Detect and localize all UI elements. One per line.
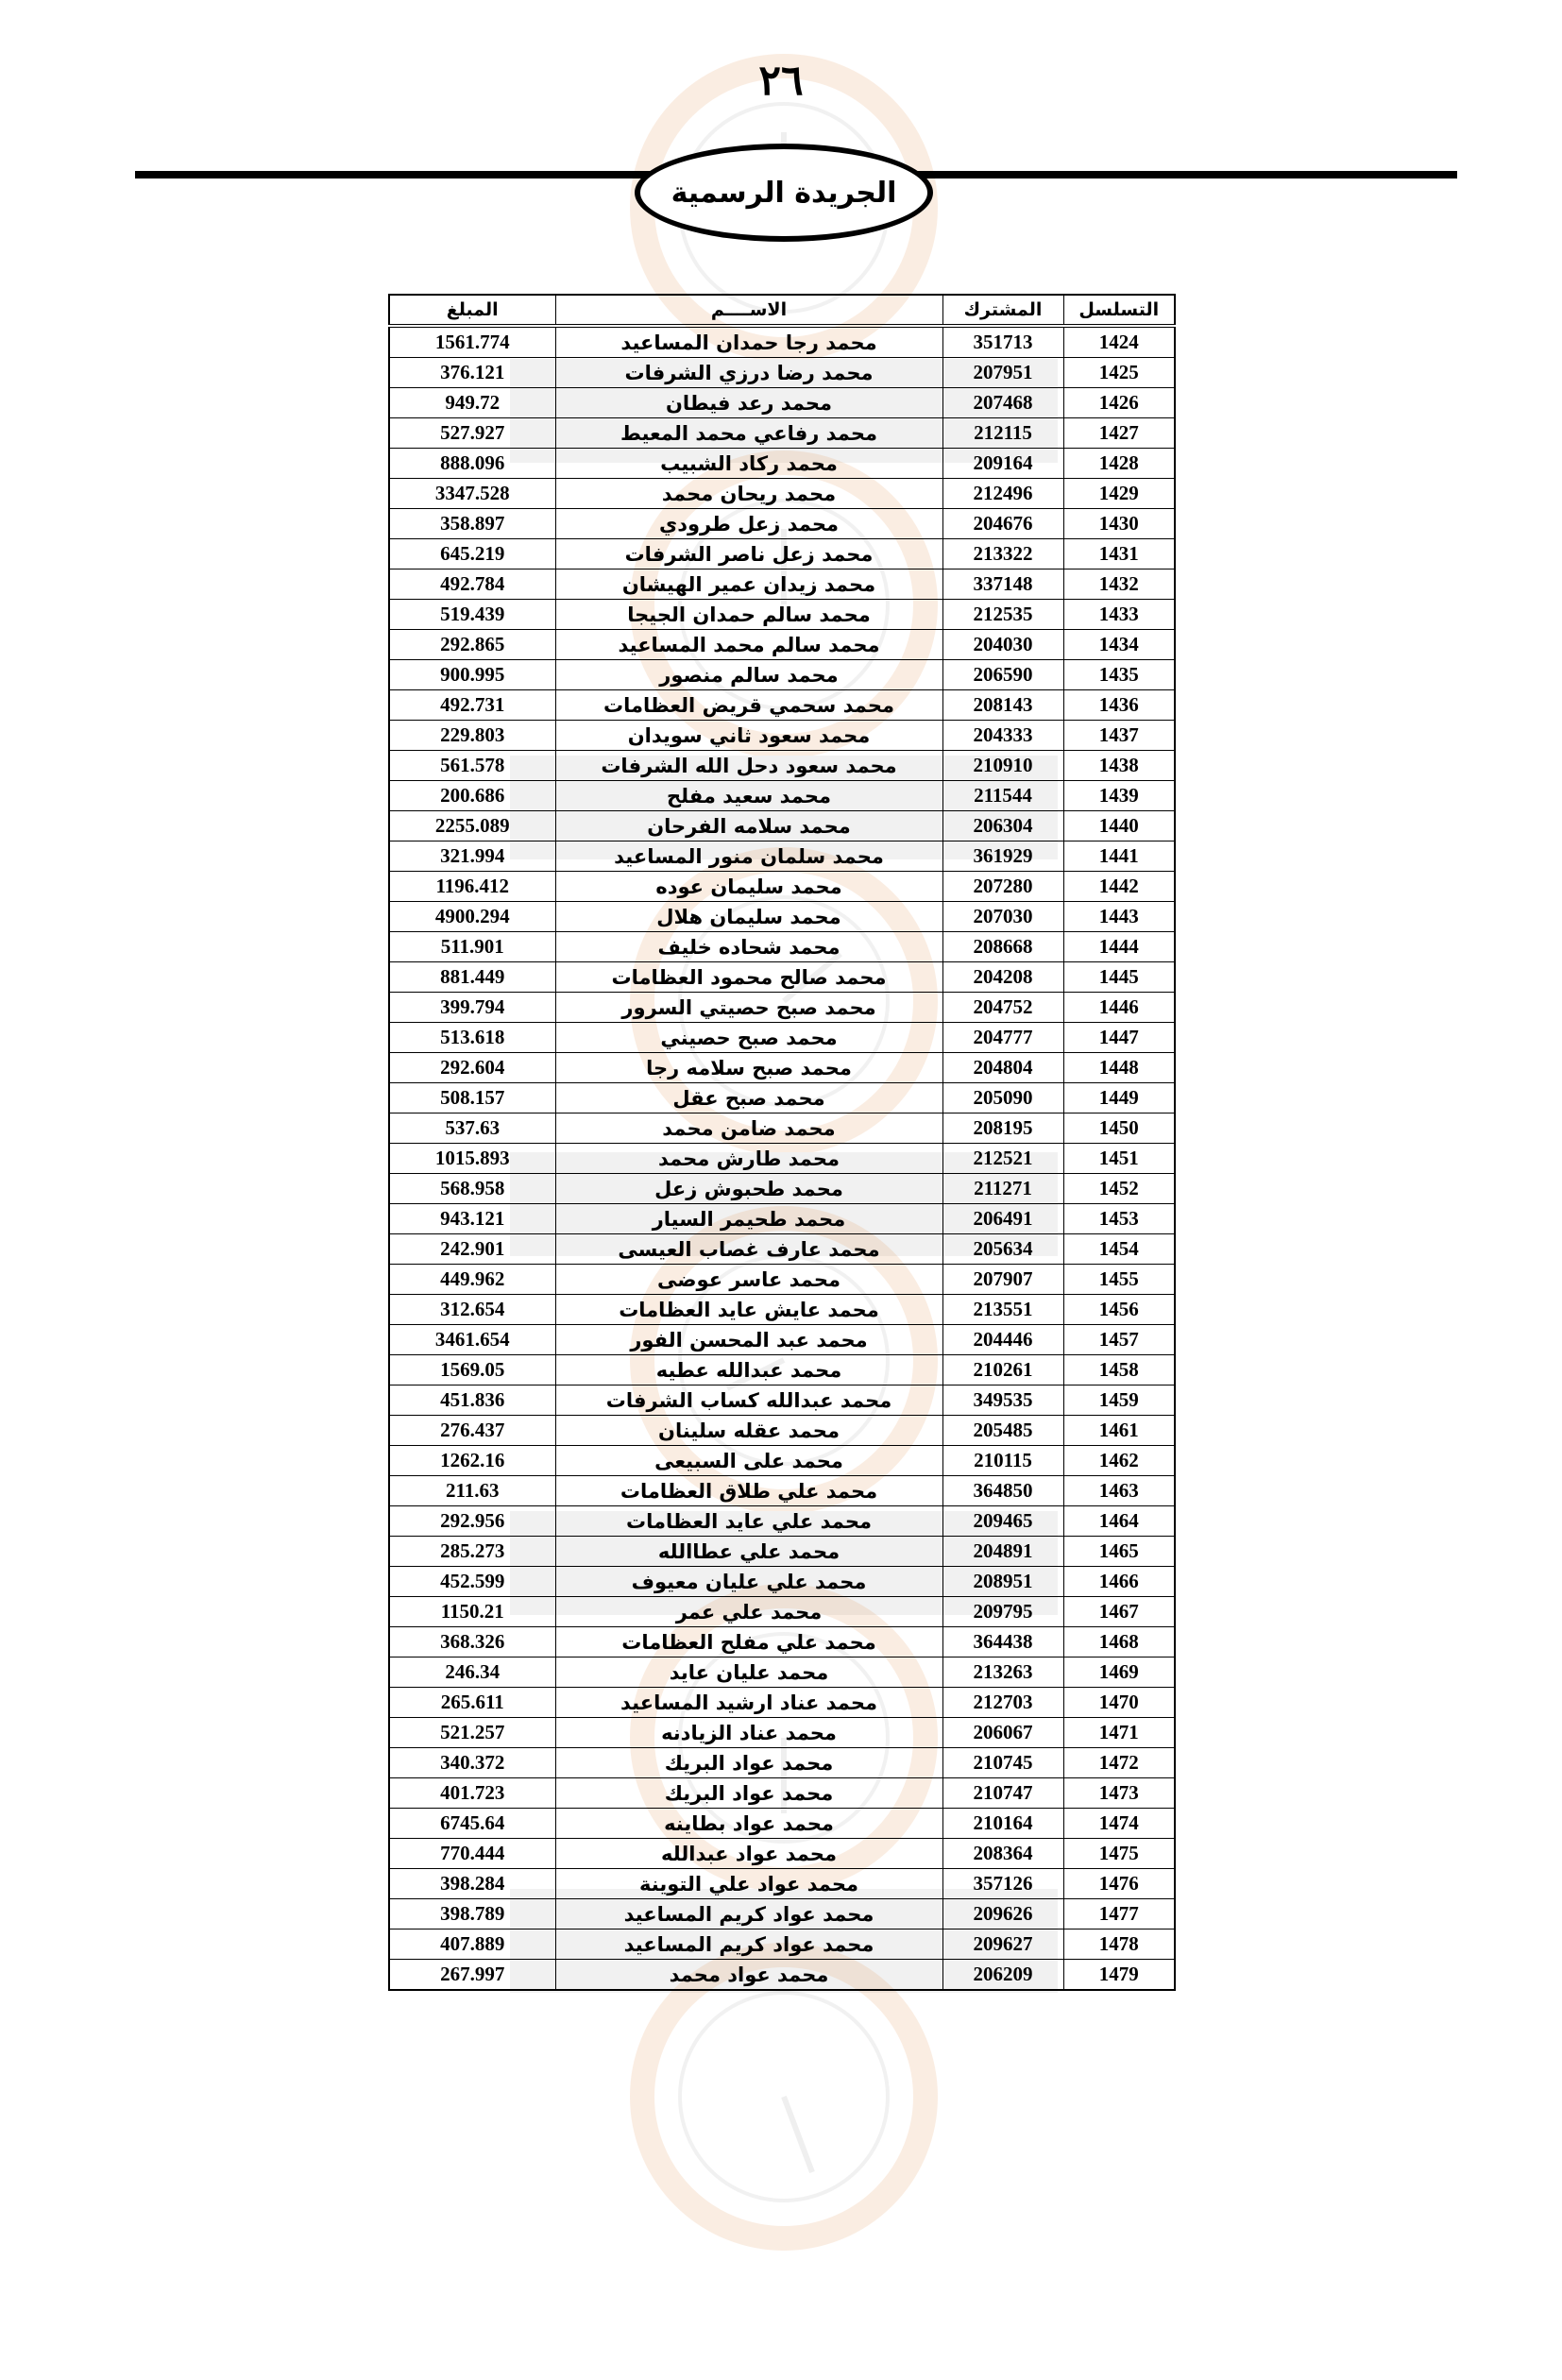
table-row (389, 358, 1175, 388)
amount-cell: 1262.16 (389, 1446, 555, 1476)
name-cell: محمد علي عطاالله (555, 1537, 942, 1567)
table-row (389, 630, 1175, 660)
amount-cell: 211.63 (389, 1476, 555, 1506)
amount-cell: 242.901 (389, 1234, 555, 1265)
table-row (389, 1053, 1175, 1083)
table-row (389, 1114, 1175, 1144)
amount-cell: 401.723 (389, 1778, 555, 1809)
table-row (389, 1627, 1175, 1658)
amount-cell: 4900.294 (389, 902, 555, 932)
serial-cell: 1472 (1063, 1748, 1175, 1778)
subscriber-cell: 205634 (942, 1234, 1063, 1265)
column-header-name: الاســــم (555, 295, 942, 326)
amount-cell: 229.803 (389, 721, 555, 751)
subscriber-cell: 210910 (942, 751, 1063, 781)
subscriber-cell: 207951 (942, 358, 1063, 388)
column-header-amount: المبلغ (389, 295, 555, 326)
serial-cell: 1439 (1063, 781, 1175, 811)
subscriber-cell: 364438 (942, 1627, 1063, 1658)
subscriber-cell: 212535 (942, 600, 1063, 630)
subscriber-cell: 213322 (942, 539, 1063, 570)
amount-cell: 1015.893 (389, 1144, 555, 1174)
serial-cell: 1448 (1063, 1053, 1175, 1083)
subscriber-cell: 349535 (942, 1386, 1063, 1416)
name-cell: محمد رعد فيطان (555, 388, 942, 418)
table-row (389, 1809, 1175, 1839)
masthead-title: الجريدة الرسمية (671, 176, 897, 210)
subscriber-cell: 209626 (942, 1899, 1063, 1930)
table-row (389, 1204, 1175, 1234)
table-row (389, 1748, 1175, 1778)
serial-cell: 1431 (1063, 539, 1175, 570)
amount-cell: 881.449 (389, 962, 555, 993)
serial-cell: 1432 (1063, 570, 1175, 600)
subscriber-cell: 210747 (942, 1778, 1063, 1809)
serial-cell: 1475 (1063, 1839, 1175, 1869)
amount-cell: 943.121 (389, 1204, 555, 1234)
amount-cell: 770.444 (389, 1839, 555, 1869)
amount-cell: 398.284 (389, 1869, 555, 1899)
serial-cell: 1434 (1063, 630, 1175, 660)
column-header-serial: التسلسل (1063, 295, 1175, 326)
subscriber-cell: 204446 (942, 1325, 1063, 1355)
table-row (389, 326, 1175, 358)
subscriber-cell: 212521 (942, 1144, 1063, 1174)
table-row (389, 1537, 1175, 1567)
subscriber-cell: 207280 (942, 872, 1063, 902)
serial-cell: 1429 (1063, 479, 1175, 509)
name-cell: محمد عبدالله عطيه (555, 1355, 942, 1386)
subscriber-cell: 211544 (942, 781, 1063, 811)
name-cell: محمد علي طلاق العظامات (555, 1476, 942, 1506)
amount-cell: 1561.774 (389, 326, 555, 358)
serial-cell: 1425 (1063, 358, 1175, 388)
table-row (389, 1355, 1175, 1386)
name-cell: محمد على السبيعى (555, 1446, 942, 1476)
subscriber-cell: 206491 (942, 1204, 1063, 1234)
table-row (389, 449, 1175, 479)
serial-cell: 1454 (1063, 1234, 1175, 1265)
amount-cell: 949.72 (389, 388, 555, 418)
table-row (389, 962, 1175, 993)
name-cell: محمد عناد الزيادنه (555, 1718, 942, 1748)
subscriber-cell: 212703 (942, 1688, 1063, 1718)
table-row (389, 751, 1175, 781)
serial-cell: 1437 (1063, 721, 1175, 751)
table-row (389, 660, 1175, 690)
name-cell: محمد ركاد الشبيب (555, 449, 942, 479)
subscriber-cell: 204752 (942, 993, 1063, 1023)
table-row (389, 1597, 1175, 1627)
serial-cell: 1469 (1063, 1658, 1175, 1688)
serial-cell: 1442 (1063, 872, 1175, 902)
table-row (389, 842, 1175, 872)
table-row (389, 781, 1175, 811)
table-row (389, 1023, 1175, 1053)
subscriber-cell: 207030 (942, 902, 1063, 932)
amount-cell: 285.273 (389, 1537, 555, 1567)
name-cell: محمد سلامه الفرحان (555, 811, 942, 842)
subscriber-cell: 213263 (942, 1658, 1063, 1688)
name-cell: محمد رجا حمدان المساعيد (555, 326, 942, 358)
amount-cell: 292.604 (389, 1053, 555, 1083)
serial-cell: 1435 (1063, 660, 1175, 690)
subscriber-cell: 212115 (942, 418, 1063, 449)
amount-cell: 246.34 (389, 1658, 555, 1688)
serial-cell: 1453 (1063, 1204, 1175, 1234)
amount-cell: 368.326 (389, 1627, 555, 1658)
name-cell: محمد صبح عقل (555, 1083, 942, 1114)
serial-cell: 1440 (1063, 811, 1175, 842)
amount-cell: 398.789 (389, 1899, 555, 1930)
subscriber-cell: 210115 (942, 1446, 1063, 1476)
amount-cell: 511.901 (389, 932, 555, 962)
amount-cell: 358.897 (389, 509, 555, 539)
amount-cell: 3347.528 (389, 479, 555, 509)
table-row (389, 1718, 1175, 1748)
table-row (389, 1839, 1175, 1869)
serial-cell: 1436 (1063, 690, 1175, 721)
table-row (389, 811, 1175, 842)
subscriber-cell: 204891 (942, 1537, 1063, 1567)
serial-cell: 1450 (1063, 1114, 1175, 1144)
name-cell: محمد عواد بطاينه (555, 1809, 942, 1839)
amount-cell: 888.096 (389, 449, 555, 479)
serial-cell: 1427 (1063, 418, 1175, 449)
serial-cell: 1464 (1063, 1506, 1175, 1537)
subscriber-cell: 212496 (942, 479, 1063, 509)
table-row (389, 872, 1175, 902)
serial-cell: 1426 (1063, 388, 1175, 418)
subscriber-cell: 204676 (942, 509, 1063, 539)
table-row (389, 388, 1175, 418)
serial-cell: 1456 (1063, 1295, 1175, 1325)
subscriber-cell: 206590 (942, 660, 1063, 690)
name-cell: محمد علي عايد العظامات (555, 1506, 942, 1537)
amount-cell: 452.599 (389, 1567, 555, 1597)
name-cell: محمد عواد علي التوينة (555, 1869, 942, 1899)
name-cell: محمد عايش عايد العظامات (555, 1295, 942, 1325)
subscriber-cell: 205485 (942, 1416, 1063, 1446)
subscriber-cell: 204333 (942, 721, 1063, 751)
name-cell: محمد صبح حصيني (555, 1023, 942, 1053)
name-cell: محمد ريحان محمد (555, 479, 942, 509)
serial-cell: 1438 (1063, 751, 1175, 781)
table-row (389, 1083, 1175, 1114)
table-body (389, 326, 1175, 1990)
column-header-subscriber: المشترك (942, 295, 1063, 326)
subscriber-cell: 209164 (942, 449, 1063, 479)
table-row (389, 690, 1175, 721)
name-cell: محمد زعل ناصر الشرفات (555, 539, 942, 570)
serial-cell: 1443 (1063, 902, 1175, 932)
serial-cell: 1465 (1063, 1537, 1175, 1567)
serial-cell: 1477 (1063, 1899, 1175, 1930)
subscriber-cell: 208668 (942, 932, 1063, 962)
serial-cell: 1444 (1063, 932, 1175, 962)
amount-cell: 376.121 (389, 358, 555, 388)
serial-cell: 1467 (1063, 1597, 1175, 1627)
subscriber-cell: 210261 (942, 1355, 1063, 1386)
name-cell: محمد سالم حمدان الجيجا (555, 600, 942, 630)
subscriber-cell: 207907 (942, 1265, 1063, 1295)
page-number: ٢٦ (758, 57, 804, 105)
amount-cell: 537.63 (389, 1114, 555, 1144)
serial-cell: 1468 (1063, 1627, 1175, 1658)
serial-cell: 1446 (1063, 993, 1175, 1023)
serial-cell: 1451 (1063, 1144, 1175, 1174)
serial-cell: 1462 (1063, 1446, 1175, 1476)
amount-cell: 267.997 (389, 1960, 555, 1991)
name-cell: محمد عليان عايد (555, 1658, 942, 1688)
name-cell: محمد شحاده خليف (555, 932, 942, 962)
name-cell: محمد عواد كريم المساعيد (555, 1930, 942, 1960)
subscriber-cell: 209627 (942, 1930, 1063, 1960)
table-header-row (389, 295, 1175, 326)
serial-cell: 1470 (1063, 1688, 1175, 1718)
name-cell: محمد سليمان عوده (555, 872, 942, 902)
name-cell: محمد عواد كريم المساعيد (555, 1899, 942, 1930)
serial-cell: 1428 (1063, 449, 1175, 479)
table-row (389, 902, 1175, 932)
amount-cell: 340.372 (389, 1748, 555, 1778)
subscriber-cell: 209465 (942, 1506, 1063, 1537)
amount-cell: 3461.654 (389, 1325, 555, 1355)
subscriber-cell: 206209 (942, 1960, 1063, 1991)
subscriber-cell: 205090 (942, 1083, 1063, 1114)
subscriber-cell: 208195 (942, 1114, 1063, 1144)
subscriber-cell: 208143 (942, 690, 1063, 721)
table-row (389, 1869, 1175, 1899)
name-cell: محمد رضا درزي الشرفات (555, 358, 942, 388)
serial-cell: 1474 (1063, 1809, 1175, 1839)
subscriber-cell: 204030 (942, 630, 1063, 660)
name-cell: محمد زيدان عمير الهيشان (555, 570, 942, 600)
serial-cell: 1457 (1063, 1325, 1175, 1355)
serial-cell: 1463 (1063, 1476, 1175, 1506)
amount-cell: 6745.64 (389, 1809, 555, 1839)
subscriber-cell: 213551 (942, 1295, 1063, 1325)
serial-cell: 1449 (1063, 1083, 1175, 1114)
amount-cell: 900.995 (389, 660, 555, 690)
table-row (389, 1506, 1175, 1537)
serial-cell: 1445 (1063, 962, 1175, 993)
amount-cell: 292.956 (389, 1506, 555, 1537)
name-cell: محمد سلمان منور المساعيد (555, 842, 942, 872)
serial-cell: 1430 (1063, 509, 1175, 539)
table-row (389, 418, 1175, 449)
amount-cell: 292.865 (389, 630, 555, 660)
serial-cell: 1433 (1063, 600, 1175, 630)
table-row (389, 570, 1175, 600)
name-cell: محمد سالم منصور (555, 660, 942, 690)
amount-cell: 276.437 (389, 1416, 555, 1446)
amount-cell: 321.994 (389, 842, 555, 872)
serial-cell: 1478 (1063, 1930, 1175, 1960)
amount-cell: 492.784 (389, 570, 555, 600)
name-cell: محمد سحمي قريض العظامات (555, 690, 942, 721)
amount-cell: 451.836 (389, 1386, 555, 1416)
table-row (389, 932, 1175, 962)
amount-cell: 513.618 (389, 1023, 555, 1053)
subscriber-cell: 204777 (942, 1023, 1063, 1053)
subscriber-cell: 204208 (942, 962, 1063, 993)
subscriber-cell: 211271 (942, 1174, 1063, 1204)
name-cell: محمد رفاعي محمد المعيط (555, 418, 942, 449)
subscriber-cell: 206304 (942, 811, 1063, 842)
subscriber-cell: 206067 (942, 1718, 1063, 1748)
name-cell: محمد عاسر عوضى (555, 1265, 942, 1295)
table-row (389, 1295, 1175, 1325)
name-cell: محمد عواد البريك (555, 1748, 942, 1778)
amount-cell: 645.219 (389, 539, 555, 570)
serial-cell: 1479 (1063, 1960, 1175, 1991)
subscriber-cell: 208951 (942, 1567, 1063, 1597)
table-row (389, 1144, 1175, 1174)
serial-cell: 1466 (1063, 1567, 1175, 1597)
name-cell: محمد طحبوش زعل (555, 1174, 942, 1204)
name-cell: محمد علي عمر (555, 1597, 942, 1627)
amount-cell: 1150.21 (389, 1597, 555, 1627)
subscriber-table (388, 294, 1176, 1991)
name-cell: محمد عواد عبدالله (555, 1839, 942, 1869)
name-cell: محمد سعود دحل الله الشرفات (555, 751, 942, 781)
serial-cell: 1473 (1063, 1778, 1175, 1809)
table-row (389, 993, 1175, 1023)
subscriber-cell: 204804 (942, 1053, 1063, 1083)
amount-cell: 449.962 (389, 1265, 555, 1295)
subscriber-cell: 210745 (942, 1748, 1063, 1778)
serial-cell: 1459 (1063, 1386, 1175, 1416)
name-cell: محمد عناد ارشيد المساعيد (555, 1688, 942, 1718)
amount-cell: 519.439 (389, 600, 555, 630)
serial-cell: 1476 (1063, 1869, 1175, 1899)
table-row (389, 1658, 1175, 1688)
subscriber-cell: 207468 (942, 388, 1063, 418)
name-cell: محمد ضامن محمد (555, 1114, 942, 1144)
subscriber-cell: 208364 (942, 1839, 1063, 1869)
subscriber-cell: 361929 (942, 842, 1063, 872)
amount-cell: 527.927 (389, 418, 555, 449)
amount-cell: 492.731 (389, 690, 555, 721)
amount-cell: 521.257 (389, 1718, 555, 1748)
masthead-oval (635, 144, 933, 242)
name-cell: محمد سليمان هلال (555, 902, 942, 932)
name-cell: محمد طحيمر السيار (555, 1204, 942, 1234)
amount-cell: 200.686 (389, 781, 555, 811)
name-cell: محمد سالم محمد المساعيد (555, 630, 942, 660)
amount-cell: 265.611 (389, 1688, 555, 1718)
table-row (389, 1688, 1175, 1718)
subscriber-cell: 364850 (942, 1476, 1063, 1506)
name-cell: محمد عارف غصاب العيسى (555, 1234, 942, 1265)
table-row (389, 600, 1175, 630)
name-cell: محمد طارش محمد (555, 1144, 942, 1174)
name-cell: محمد علي عليان معيوف (555, 1567, 942, 1597)
serial-cell: 1455 (1063, 1265, 1175, 1295)
table-row (389, 1386, 1175, 1416)
amount-cell: 568.958 (389, 1174, 555, 1204)
amount-cell: 561.578 (389, 751, 555, 781)
table-row (389, 1960, 1175, 1991)
amount-cell: 1569.05 (389, 1355, 555, 1386)
name-cell: محمد صبح حصيتي السرور (555, 993, 942, 1023)
table-row (389, 509, 1175, 539)
name-cell: محمد زعل طرودي (555, 509, 942, 539)
name-cell: محمد علي مفلح العظامات (555, 1627, 942, 1658)
name-cell: محمد سعيد مفلح (555, 781, 942, 811)
serial-cell: 1441 (1063, 842, 1175, 872)
subscriber-cell: 337148 (942, 570, 1063, 600)
name-cell: محمد عقله سلينان (555, 1416, 942, 1446)
name-cell: محمد عواد محمد (555, 1960, 942, 1991)
name-cell: محمد عبدالله كساب الشرفات (555, 1386, 942, 1416)
table-row (389, 479, 1175, 509)
subscriber-cell: 210164 (942, 1809, 1063, 1839)
name-cell: محمد صالح محمود العظامات (555, 962, 942, 993)
amount-cell: 312.654 (389, 1295, 555, 1325)
table-row (389, 1476, 1175, 1506)
table-row (389, 1174, 1175, 1204)
serial-cell: 1447 (1063, 1023, 1175, 1053)
serial-cell: 1452 (1063, 1174, 1175, 1204)
serial-cell: 1424 (1063, 326, 1175, 358)
amount-cell: 407.889 (389, 1930, 555, 1960)
amount-cell: 2255.089 (389, 811, 555, 842)
table-row (389, 1446, 1175, 1476)
name-cell: محمد عواد البريك (555, 1778, 942, 1809)
table-row (389, 1899, 1175, 1930)
amount-cell: 508.157 (389, 1083, 555, 1114)
serial-cell: 1471 (1063, 1718, 1175, 1748)
serial-cell: 1461 (1063, 1416, 1175, 1446)
serial-cell: 1458 (1063, 1355, 1175, 1386)
name-cell: محمد سعود ثاني سويدان (555, 721, 942, 751)
table-row (389, 1567, 1175, 1597)
table-row (389, 1930, 1175, 1960)
table-row (389, 539, 1175, 570)
name-cell: محمد عبد المحسن الفور (555, 1325, 942, 1355)
table-row (389, 721, 1175, 751)
table-row (389, 1234, 1175, 1265)
table-row (389, 1265, 1175, 1295)
table-row (389, 1325, 1175, 1355)
subscriber-cell: 351713 (942, 326, 1063, 358)
subscriber-cell: 209795 (942, 1597, 1063, 1627)
table-row (389, 1416, 1175, 1446)
subscriber-cell: 357126 (942, 1869, 1063, 1899)
name-cell: محمد صبح سلامه رجا (555, 1053, 942, 1083)
amount-cell: 1196.412 (389, 872, 555, 902)
table-row (389, 1778, 1175, 1809)
amount-cell: 399.794 (389, 993, 555, 1023)
